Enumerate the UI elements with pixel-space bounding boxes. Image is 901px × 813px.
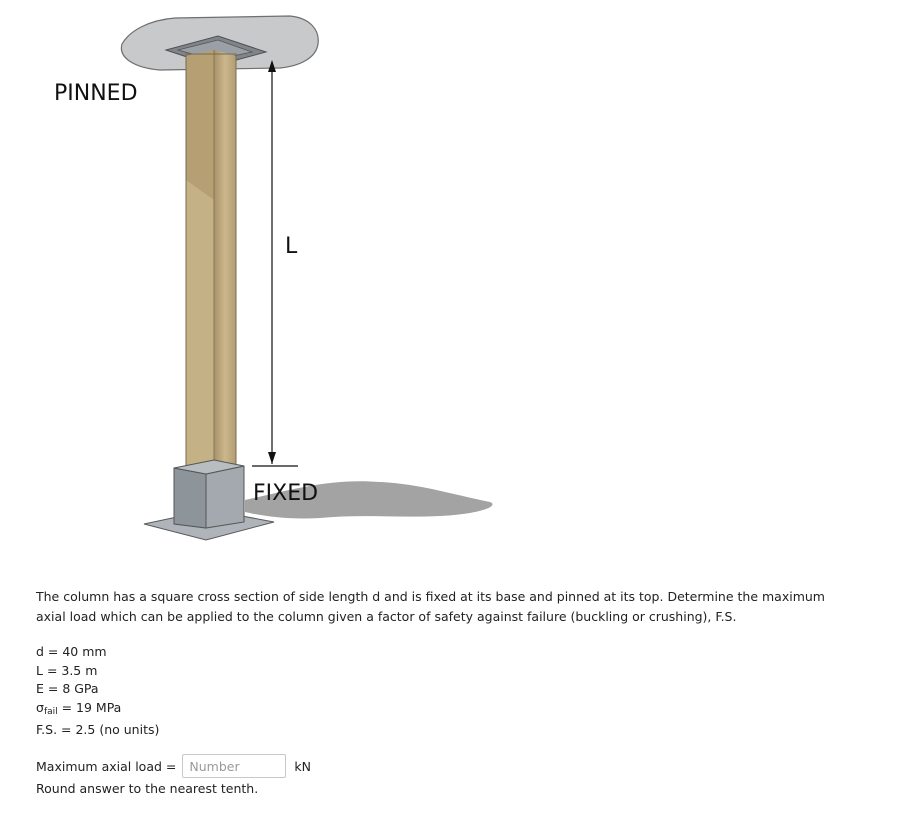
answer-input[interactable] xyxy=(182,754,286,778)
given-fs: F.S. = 2.5 (no units) xyxy=(36,722,160,737)
problem-statement: The column has a square cross section of side length d and is fixed at its base and pinned at its top. Determine the maximum axial load which can be applied to the column given a factor of safety against failure (buckling or crushing), F.S. xyxy=(36,589,825,624)
rounding-note: Round answer to the nearest tenth. xyxy=(36,781,259,796)
given-sigma-fail: $\sigma_{fail} = 19$ MPa xyxy=(36,699,122,717)
given-d: d = 40 mm xyxy=(36,644,107,659)
length-label: L xyxy=(285,234,298,259)
base-block-side xyxy=(206,466,244,528)
given-L: L = 3.5 m xyxy=(36,662,98,678)
base-block-front xyxy=(174,468,206,528)
answer-row xyxy=(36,753,311,779)
given-values xyxy=(36,643,159,740)
answer-unit: kN xyxy=(294,758,311,774)
answer-label: Maximum axial load = xyxy=(36,758,177,774)
given-E: E = 8 GPa xyxy=(36,681,99,696)
pinned-label: PINNED xyxy=(54,81,138,106)
fixed-label: FIXED xyxy=(253,481,319,506)
arrow-down-icon xyxy=(268,452,276,464)
wood-column-front xyxy=(214,50,236,470)
